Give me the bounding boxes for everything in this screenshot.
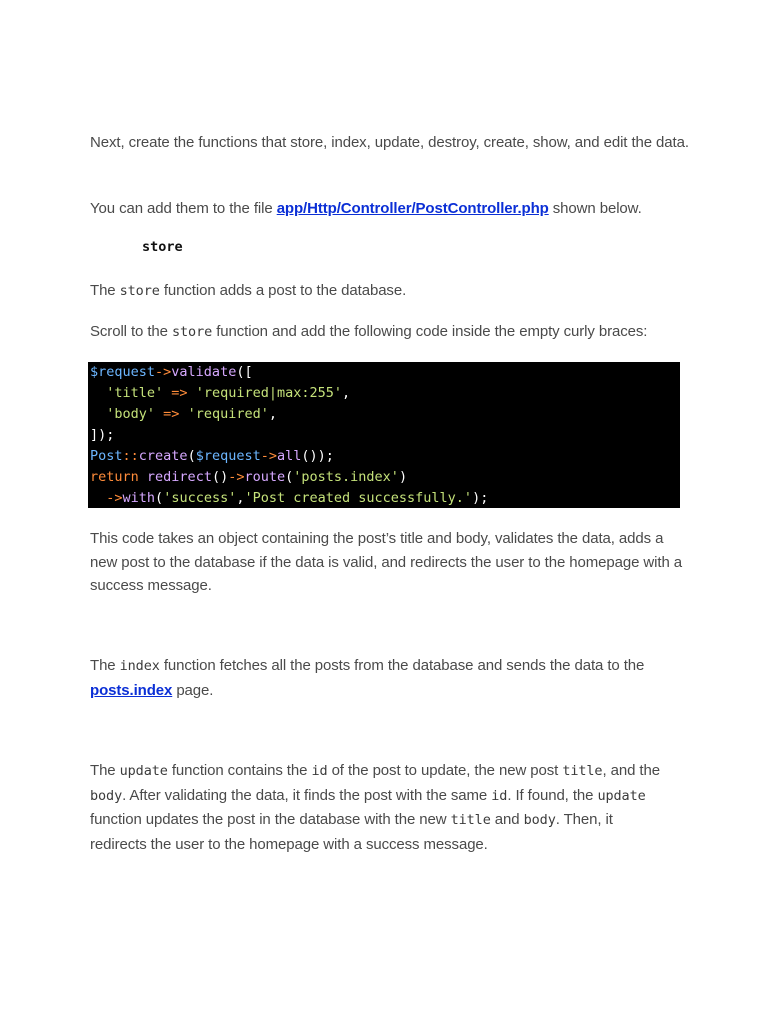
code-token: create bbox=[138, 448, 188, 464]
code-token: ) bbox=[398, 469, 408, 485]
code-token: , bbox=[236, 490, 245, 506]
code-line bbox=[90, 425, 114, 446]
title-inline-code: title bbox=[562, 763, 603, 779]
body-inline-code: body bbox=[90, 787, 123, 804]
code-token: ([ bbox=[236, 364, 253, 380]
update-s2: function contains the bbox=[167, 762, 312, 779]
file-note-paragraph bbox=[90, 197, 690, 221]
code-token: () bbox=[211, 469, 229, 485]
code-token: ( bbox=[285, 469, 294, 485]
code-token: , bbox=[268, 406, 277, 422]
code-token: route bbox=[244, 469, 286, 485]
code-line bbox=[90, 467, 407, 488]
update-s8: and bbox=[490, 811, 524, 828]
id-inline-code-2: id bbox=[491, 787, 508, 804]
id-inline-code: id bbox=[311, 763, 328, 779]
update-description bbox=[90, 759, 670, 856]
intro-paragraph: Next, create the functions that store, index, update, destroy, create, show, and edit the data. bbox=[90, 134, 689, 151]
code-token: -> bbox=[228, 469, 245, 485]
code-line bbox=[90, 446, 334, 467]
code-token: -> bbox=[155, 364, 172, 380]
update-s5: . After validating the data, it finds the post with the same bbox=[122, 786, 492, 804]
store-description bbox=[90, 279, 690, 304]
code-token: ()); bbox=[301, 448, 334, 464]
code-token bbox=[90, 385, 106, 401]
code-token: 'posts.index' bbox=[293, 469, 399, 485]
store-inline-code: store bbox=[119, 283, 160, 299]
code-token: $request bbox=[90, 364, 156, 380]
index-desc-p2: function fetches all the posts from the database and sends the data to the bbox=[159, 657, 645, 674]
file-note-after: shown below. bbox=[548, 200, 642, 217]
scroll-note-after: function and add the following code inside the empty curly braces: bbox=[212, 323, 648, 340]
code-token: with bbox=[122, 490, 156, 506]
update-s4: , and the bbox=[602, 762, 660, 779]
posts-index-link[interactable]: posts.index bbox=[90, 681, 173, 699]
code-token: 'success' bbox=[163, 490, 237, 506]
update-s6: . If found, the bbox=[507, 786, 598, 804]
code-token bbox=[90, 490, 106, 506]
file-note-before: You can add them to the file bbox=[90, 200, 277, 217]
code-token: validate bbox=[171, 364, 237, 380]
code-token: -> bbox=[260, 448, 277, 464]
code-token bbox=[139, 469, 147, 485]
code-token: => bbox=[163, 385, 196, 401]
code-token: return bbox=[90, 469, 139, 485]
store-explanation-paragraph: This code takes an object containing the post’s title and body, validates the data, adds a new post to the database if the data is valid, and redirects the user to the homepage with a success message. bbox=[90, 530, 683, 594]
scroll-note-before: Scroll to the bbox=[90, 323, 172, 340]
code-token: redirect bbox=[146, 469, 212, 485]
scroll-note-paragraph bbox=[90, 320, 690, 345]
store-code-block bbox=[88, 362, 680, 508]
code-token: all bbox=[277, 448, 302, 464]
code-token: ( bbox=[155, 490, 164, 506]
code-token: 'body' bbox=[106, 406, 156, 422]
code-token: $request bbox=[195, 448, 261, 464]
update-s1: The bbox=[90, 762, 120, 779]
code-token: :: bbox=[122, 448, 139, 464]
code-token bbox=[90, 406, 106, 422]
code-token: Post bbox=[90, 448, 123, 464]
update-inline-code-2: update bbox=[597, 787, 646, 804]
store-desc-before: The bbox=[90, 282, 120, 299]
index-desc-p3: page. bbox=[172, 681, 214, 699]
code-line bbox=[90, 404, 277, 425]
index-desc-p1: The bbox=[90, 657, 120, 674]
code-token: ( bbox=[187, 448, 196, 464]
code-token: ]); bbox=[90, 427, 115, 443]
code-token: 'required|max:255' bbox=[195, 385, 342, 401]
code-token: ); bbox=[472, 490, 489, 506]
update-s7: function updates the post in the database with the new bbox=[90, 811, 451, 828]
code-line bbox=[90, 362, 253, 383]
update-inline-code: update bbox=[119, 763, 168, 779]
index-description bbox=[90, 654, 690, 702]
title-inline-code-2: title bbox=[450, 812, 491, 828]
update-s9: . Then, it redirects the user to the homepage with a success message. bbox=[90, 811, 613, 853]
code-line bbox=[90, 383, 350, 404]
code-token: 'Post created successfully.' bbox=[244, 490, 473, 506]
store-heading: store bbox=[142, 239, 183, 255]
update-s3: of the post to update, the new post bbox=[327, 762, 563, 779]
scroll-store-inline-code: store bbox=[171, 324, 213, 340]
code-token: 'required' bbox=[187, 406, 269, 422]
index-inline-code: index bbox=[119, 658, 160, 674]
code-token: 'title' bbox=[106, 385, 164, 401]
code-token: => bbox=[155, 406, 188, 422]
code-token: , bbox=[342, 385, 351, 401]
store-desc-after: function adds a post to the database. bbox=[159, 282, 407, 299]
postcontroller-file-link[interactable]: app/Http/Controller/PostController.php bbox=[276, 200, 549, 217]
code-token: -> bbox=[106, 490, 123, 506]
body-inline-code-2: body bbox=[523, 812, 556, 828]
code-line bbox=[90, 488, 488, 509]
